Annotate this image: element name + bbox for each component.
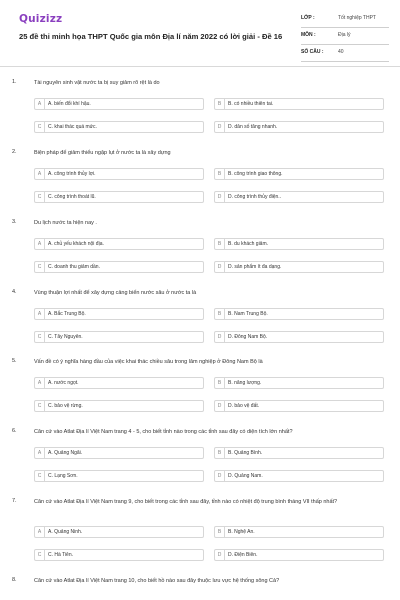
meta-row-subject: [301, 28, 389, 45]
option-text: D. công trình thủy điện..: [228, 194, 282, 200]
question-text: Du lịch nước ta hiện nay .: [34, 220, 97, 226]
option-text: B. Quảng Bình.: [228, 450, 263, 456]
meta-value: 40: [338, 49, 344, 55]
question-text: Tài nguyên sinh vật nước ta bị suy giảm rõ rệt là do: [34, 80, 160, 86]
option-text: D. Đông Nam Bộ.: [228, 334, 268, 340]
option-letter: C: [35, 332, 45, 342]
option-a[interactable]: [34, 308, 204, 320]
question-number: 2.: [12, 149, 17, 155]
option-a[interactable]: [34, 98, 204, 110]
option-a[interactable]: [34, 238, 204, 250]
option-d[interactable]: [214, 191, 384, 203]
option-text: C. Lạng Sơn.: [48, 473, 78, 479]
option-letter: A: [35, 448, 45, 458]
option-letter: D: [215, 192, 225, 202]
option-text: A. công trình thủy lợi.: [48, 171, 96, 177]
option-text: A. Bắc Trung Bộ.: [48, 311, 86, 317]
option-letter: B: [215, 169, 225, 179]
option-text: C. khai thác quá mức.: [48, 124, 97, 130]
option-d[interactable]: [214, 470, 384, 482]
option-c[interactable]: [34, 191, 204, 203]
option-d[interactable]: [214, 331, 384, 343]
option-letter: B: [215, 99, 225, 109]
option-letter: D: [215, 122, 225, 132]
option-text: C. bảo vệ rừng.: [48, 403, 83, 409]
question-number: 6.: [12, 428, 17, 434]
option-text: B. Nghệ An.: [228, 529, 255, 535]
meta-label: MÔN :: [301, 32, 316, 38]
option-d[interactable]: [214, 261, 384, 273]
meta-table: [301, 11, 389, 62]
option-letter: A: [35, 309, 45, 319]
option-text: A. chủ yếu khách nội địa.: [48, 241, 104, 247]
option-text: C. Hà Tiên.: [48, 552, 74, 558]
option-text: C. doanh thu giảm dần.: [48, 264, 100, 270]
option-letter: C: [35, 122, 45, 132]
option-text: B. Nam Trung Bộ.: [228, 311, 268, 317]
page-title: 25 đề thi minh họa THPT Quốc gia môn Địa lí năm 2022 có lời giải - Đề 16: [19, 32, 283, 41]
worksheet-header: [0, 0, 400, 66]
option-letter: D: [215, 332, 225, 342]
option-a[interactable]: [34, 168, 204, 180]
option-letter: C: [35, 550, 45, 560]
option-letter: C: [35, 471, 45, 481]
question-number: 1.: [12, 79, 17, 85]
option-letter: D: [215, 401, 225, 411]
header-divider: [0, 66, 400, 67]
option-b[interactable]: [214, 168, 384, 180]
option-text: D. Điện Biên.: [228, 552, 258, 558]
option-c[interactable]: [34, 400, 204, 412]
option-text: D. sản phẩm ít đa dạng.: [228, 264, 282, 270]
option-a[interactable]: [34, 526, 204, 538]
option-text: C. công trình thoát lũ.: [48, 194, 96, 200]
option-text: B. du khách giảm.: [228, 241, 269, 247]
option-b[interactable]: [214, 526, 384, 538]
option-letter: D: [215, 262, 225, 272]
option-c[interactable]: [34, 121, 204, 133]
option-letter: A: [35, 169, 45, 179]
option-b[interactable]: [214, 98, 384, 110]
option-text: C. Tây Nguyên.: [48, 334, 83, 340]
option-d[interactable]: [214, 549, 384, 561]
option-a[interactable]: [34, 377, 204, 389]
option-letter: C: [35, 262, 45, 272]
option-text: A. Quảng Ngãi.: [48, 450, 83, 456]
question-text: Căn cứ vào Atlat Địa lí Việt Nam trang 9, cho biết trong các tỉnh sau đây, tỉnh nào có nhiệt độ trung bình tháng VII thấp nhất?: [34, 499, 338, 505]
question-text: Biện pháp để giảm thiểu ngập lụt ở nước ta là xây dựng: [34, 150, 171, 156]
quizizz-logo: Quizizz: [19, 13, 63, 25]
option-letter: B: [215, 239, 225, 249]
question-number: 7.: [12, 498, 17, 504]
option-letter: C: [35, 192, 45, 202]
question-number: 5.: [12, 358, 17, 364]
question-number: 3.: [12, 219, 17, 225]
question-number: 8.: [12, 577, 17, 583]
option-letter: B: [215, 378, 225, 388]
option-letter: D: [215, 471, 225, 481]
option-letter: B: [215, 527, 225, 537]
option-d[interactable]: [214, 121, 384, 133]
option-c[interactable]: [34, 331, 204, 343]
option-letter: A: [35, 527, 45, 537]
meta-label: LỚP :: [301, 15, 315, 21]
option-b[interactable]: [214, 238, 384, 250]
option-text: D. bảo vệ đất.: [228, 403, 260, 409]
option-d[interactable]: [214, 400, 384, 412]
option-c[interactable]: [34, 549, 204, 561]
option-letter: D: [215, 550, 225, 560]
option-letter: C: [35, 401, 45, 411]
option-a[interactable]: [34, 447, 204, 459]
question-number: 4.: [12, 289, 17, 295]
option-text: B. công trình giao thông.: [228, 171, 283, 177]
option-c[interactable]: [34, 261, 204, 273]
meta-row-count: [301, 45, 389, 62]
option-text: A. nước ngọt.: [48, 380, 79, 386]
option-b[interactable]: [214, 447, 384, 459]
option-letter: A: [35, 239, 45, 249]
option-b[interactable]: [214, 308, 384, 320]
option-letter: A: [35, 378, 45, 388]
question-text: Vấn đề có ý nghĩa hàng đầu của việc khai thác chiều sâu trong lâm nghiệp ở Đông Nam Bộ là: [34, 359, 263, 365]
option-letter: A: [35, 99, 45, 109]
option-text: A. Quảng Ninh.: [48, 529, 83, 535]
question-text: Vùng thuận lợi nhất để xây dựng cảng biển nước sâu ở nước ta là: [34, 290, 197, 296]
meta-row-class: [301, 11, 389, 28]
question-text: Căn cứ vào Atlat Địa lí Việt Nam trang 4 - 5, cho biết tỉnh nào trong các tỉnh sau đây có diện tích lớn nhất?: [34, 429, 293, 435]
option-letter: B: [215, 448, 225, 458]
option-letter: B: [215, 309, 225, 319]
option-text: B. có nhiều thiên tai.: [228, 101, 274, 107]
option-text: A. biến đổi khí hậu.: [48, 101, 91, 107]
meta-label: SỐ CÂU :: [301, 49, 324, 55]
option-text: D. Quảng Nam.: [228, 473, 263, 479]
option-text: D. dân số tăng nhanh.: [228, 124, 278, 130]
meta-value: Địa lý: [338, 32, 351, 38]
option-text: B. năng lượng.: [228, 380, 262, 386]
option-b[interactable]: [214, 377, 384, 389]
meta-value: Tốt nghiệp THPT: [338, 15, 376, 21]
option-c[interactable]: [34, 470, 204, 482]
question-text: Căn cứ vào Atlat Địa lí Việt Nam trang 10, cho biết hồ nào sau đây thuộc lưu vực hệ thống sông Cả?: [34, 578, 280, 584]
